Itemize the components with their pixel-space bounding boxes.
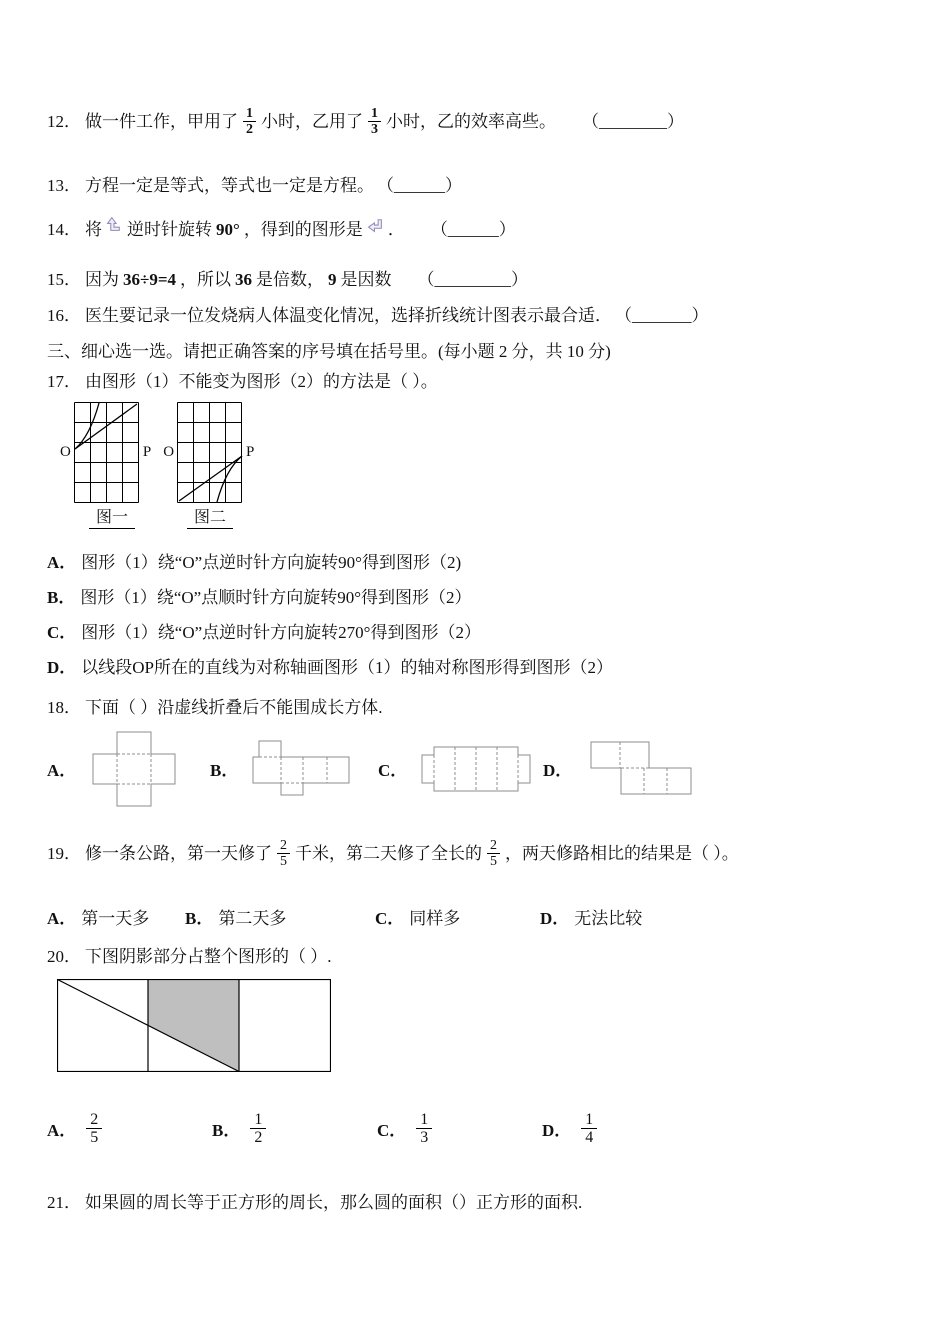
angle-value: 90° xyxy=(216,219,240,239)
number: 9 xyxy=(328,269,337,289)
question-15 xyxy=(47,268,914,292)
answer-blank: （_________） xyxy=(417,269,529,289)
section-3-heading xyxy=(47,340,914,364)
q18-option-a xyxy=(47,730,210,808)
option-text: 第一天多 xyxy=(81,908,150,928)
answer-blank: （________） xyxy=(582,111,684,131)
net-b-figure xyxy=(251,739,355,799)
q20-option-b xyxy=(212,1111,377,1147)
fraction-numerator: 2 xyxy=(280,837,287,853)
figure-q17 xyxy=(57,402,914,529)
figure-q17-grids xyxy=(57,402,914,503)
shaded-rectangle-figure xyxy=(57,979,331,1072)
q17-option-b xyxy=(47,586,914,610)
answer-blank: （______） xyxy=(377,175,462,195)
question-number: 19． xyxy=(47,843,81,863)
option-letter: A． xyxy=(47,1121,77,1141)
option-letter: B． xyxy=(212,1121,241,1141)
option-text: 同样多 xyxy=(409,908,461,928)
option-letter: D． xyxy=(542,1121,572,1141)
equation: 36÷9=4 xyxy=(123,269,177,289)
question-14 xyxy=(47,218,914,242)
question-16 xyxy=(47,304,914,328)
fraction-denominator: 3 xyxy=(416,1128,432,1147)
option-text: 以线段OP所在的直线为对称轴画图形（1）的轴对称图形得到图形（2） xyxy=(81,657,614,677)
point-o-label: O xyxy=(60,443,71,460)
question-text: 修一条公路，第一天修了 xyxy=(85,843,272,863)
figure-1-caption: 图一 xyxy=(89,509,135,529)
fraction-numerator: 1 xyxy=(585,1110,594,1128)
option-letter: C． xyxy=(377,1121,407,1141)
fraction-denominator: 5 xyxy=(487,853,500,869)
question-21 xyxy=(47,1191,914,1215)
section-title: 三、细心选一选。请把正确答案的序号填在括号里。(每小题 2 分，共 10 分) xyxy=(47,341,611,361)
question-12 xyxy=(47,106,914,138)
fraction-numerator: 1 xyxy=(371,106,378,121)
option-letter: B． xyxy=(185,908,214,928)
q18-option-c xyxy=(378,738,543,800)
q20-option-d xyxy=(542,1111,602,1147)
number: 36 xyxy=(235,269,253,289)
option-text: 图形（1）绕“O”点逆时针方向旋转90°得到图形（2) xyxy=(81,552,462,572)
option-text: 图形（1）绕“O”点顺时针方向旋转90°得到图形（2） xyxy=(80,587,472,607)
answer-blank: （______） xyxy=(430,219,516,239)
question-text: 医生要记录一位发烧病人体温变化情况，选择折线统计图表示最合适． xyxy=(85,305,612,325)
q18-option-b xyxy=(210,739,378,799)
figure-2-caption: 图二 xyxy=(187,509,233,529)
point-p-label: P xyxy=(142,443,152,460)
option-letter: A． xyxy=(47,761,77,781)
q19-option-c xyxy=(375,904,540,929)
fraction-1-3 xyxy=(416,1111,432,1147)
point-p-label: P xyxy=(246,443,255,460)
option-text: 图形（1）绕“O”点逆时针方向旋转270°得到图形（2） xyxy=(81,622,481,642)
question-number: 14． xyxy=(47,219,81,239)
question-text: 由图形（1）不能变为图形（2）的方法是（ ）。 xyxy=(85,371,438,391)
question-text: 将 xyxy=(85,219,102,239)
answer-blank: （_______） xyxy=(615,305,709,325)
question-text: 下图阴影部分占整个图形的（ ）. xyxy=(85,946,332,966)
question-text: 因为 xyxy=(85,269,119,289)
figure-q17-captions xyxy=(57,509,914,529)
q20-option-c xyxy=(377,1111,542,1147)
question-number: 21． xyxy=(47,1192,81,1212)
fraction-denominator: 3 xyxy=(368,121,381,137)
option-letter: C． xyxy=(375,908,405,928)
fraction-numerator: 1 xyxy=(246,106,253,121)
q17-option-a xyxy=(47,551,914,575)
fraction-1-3 xyxy=(368,106,381,138)
question-text: 小时，乙的效率高些。 xyxy=(386,111,556,131)
fraction-1-4 xyxy=(581,1111,597,1147)
question-text: ，所以 xyxy=(180,269,232,289)
option-letter: B． xyxy=(47,587,76,607)
question-text: 千米，第二天修了全长的 xyxy=(295,843,482,863)
fraction-denominator: 2 xyxy=(243,121,256,137)
question-text: 逆时针旋转 xyxy=(127,219,212,239)
net-d-figure xyxy=(585,740,695,798)
fraction-2-5 xyxy=(86,1111,102,1147)
question-17 xyxy=(47,370,914,394)
fraction-numerator: 2 xyxy=(490,837,497,853)
question-19 xyxy=(47,838,914,870)
fraction-denominator: 4 xyxy=(581,1128,597,1147)
question-number: 20． xyxy=(47,946,81,966)
option-letter: C． xyxy=(378,761,408,781)
question-20 xyxy=(47,945,914,969)
q19-option-b xyxy=(185,904,375,929)
question-text: 是因数 xyxy=(340,269,392,289)
fraction-numerator: 2 xyxy=(90,1110,99,1128)
question-number: 17． xyxy=(47,371,81,391)
question-number: 15． xyxy=(47,269,81,289)
option-text: 无法比较 xyxy=(574,908,643,928)
question-number: 18． xyxy=(47,697,81,717)
q20-options xyxy=(47,1111,914,1147)
q19-option-a xyxy=(47,904,185,929)
q19-options xyxy=(47,904,914,929)
question-number: 16． xyxy=(47,305,81,325)
question-text: 做一件工作，甲用了 xyxy=(85,111,238,131)
arrow-shape-rotated-icon xyxy=(367,216,384,233)
question-text: ，得到的图形是 xyxy=(243,219,363,239)
question-text: 方程一定是等式，等式也一定是方程。 xyxy=(85,175,374,195)
question-number: 12． xyxy=(47,111,81,131)
q20-option-a xyxy=(47,1111,212,1147)
fraction-denominator: 5 xyxy=(86,1128,102,1147)
q19-option-d xyxy=(540,904,642,929)
figure-q20 xyxy=(57,979,914,1077)
figure-q18 xyxy=(47,730,914,808)
question-text: 是倍数， xyxy=(256,269,325,289)
net-c-figure xyxy=(420,738,534,800)
option-text: 第二天多 xyxy=(218,908,287,928)
net-a-figure xyxy=(89,730,181,808)
fraction-denominator: 2 xyxy=(250,1128,266,1147)
arrow-shape-icon xyxy=(106,216,123,233)
figure-2-grid xyxy=(177,402,243,503)
q17-option-d xyxy=(47,656,914,680)
fraction-1-2 xyxy=(250,1111,266,1147)
option-letter: A． xyxy=(47,908,77,928)
fraction-numerator: 1 xyxy=(254,1110,263,1128)
question-13 xyxy=(47,174,914,198)
question-text: 下面（ ）沿虚线折叠后不能围成长方体. xyxy=(85,697,383,717)
option-letter: D． xyxy=(543,761,573,781)
point-o-label: O xyxy=(163,443,175,460)
option-letter: D． xyxy=(47,657,77,677)
q18-option-d xyxy=(543,740,695,798)
fraction-2-5 xyxy=(277,838,290,870)
option-letter: A． xyxy=(47,552,77,572)
option-letter: C． xyxy=(47,622,77,642)
question-number: 13． xyxy=(47,175,81,195)
question-text: 小时，乙用了 xyxy=(261,111,363,131)
question-text: ． xyxy=(387,219,405,239)
q17-option-c xyxy=(47,621,914,645)
fraction-numerator: 1 xyxy=(420,1110,429,1128)
fraction-1-2 xyxy=(243,106,256,138)
question-text: 如果圆的周长等于正方形的周长，那么圆的面积（）正方形的面积. xyxy=(85,1192,583,1212)
option-letter: B． xyxy=(210,761,239,781)
question-text: ，两天修路相比的结果是（ ）。 xyxy=(505,843,739,863)
fraction-2-5 xyxy=(487,838,500,870)
fraction-denominator: 5 xyxy=(277,853,290,869)
option-letter: D． xyxy=(540,908,570,928)
question-18 xyxy=(47,696,914,720)
figure-1-grid xyxy=(74,402,140,503)
